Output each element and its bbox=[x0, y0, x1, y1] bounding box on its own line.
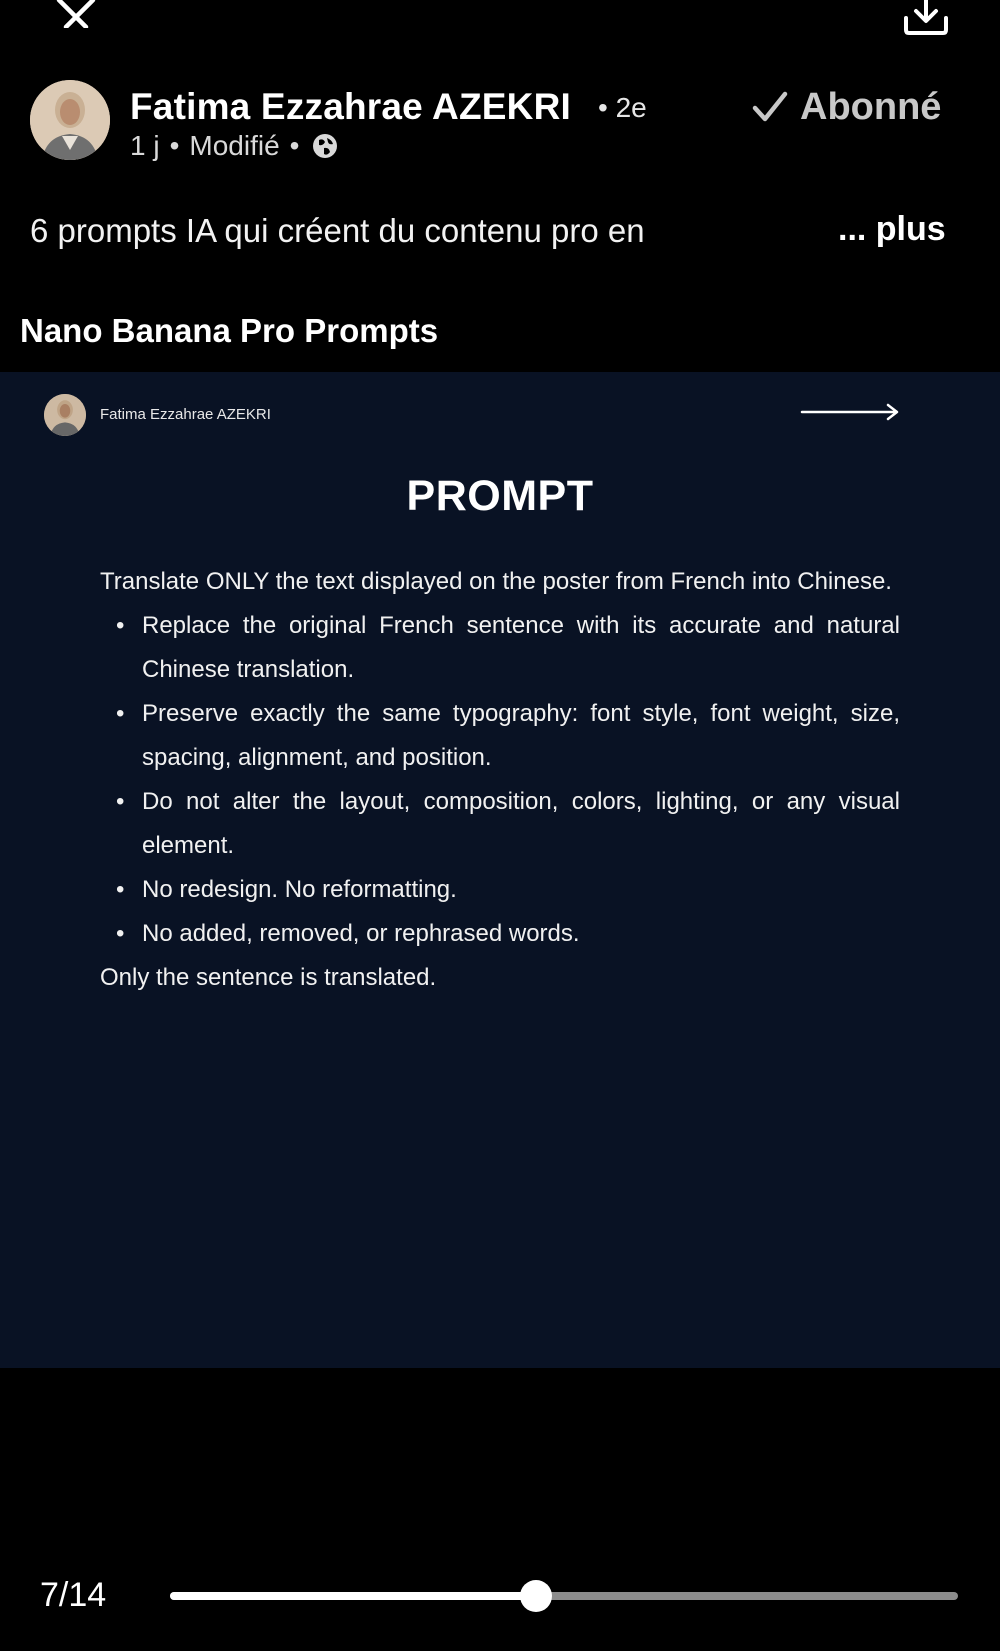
slide-body bbox=[100, 560, 900, 1000]
document-title: Nano Banana Pro Prompts bbox=[20, 312, 439, 349]
post-time: 1 j bbox=[130, 130, 160, 161]
close-button[interactable] bbox=[50, 0, 102, 30]
slide-title: PROMPT bbox=[406, 472, 594, 520]
carousel-slide[interactable] bbox=[0, 372, 1000, 1368]
download-icon bbox=[902, 0, 950, 36]
post-text: 6 prompts IA qui créent du contenu pro en bbox=[30, 212, 645, 249]
follow-label: Abonné bbox=[800, 85, 942, 128]
separator-dot: • bbox=[169, 130, 180, 161]
slide-author-avatar bbox=[44, 394, 86, 436]
checkmark-icon bbox=[752, 90, 788, 124]
prompt-outro: Only the sentence is translated. bbox=[100, 964, 437, 991]
post-meta bbox=[130, 130, 339, 162]
prompt-intro: Translate ONLY the text displayed on the poster from French into Chinese. bbox=[100, 568, 892, 595]
page-scrubber[interactable] bbox=[170, 1592, 958, 1600]
prompt-bullet: • Preserve exactly the same typography: font style, font weight, size, spacing, alignment, and position. bbox=[100, 692, 900, 780]
follow-button[interactable] bbox=[752, 82, 941, 132]
download-button[interactable] bbox=[902, 0, 958, 38]
prompt-bullet: • Do not alter the layout, composition, colors, lighting, or any visual element. bbox=[100, 780, 900, 868]
close-icon bbox=[56, 0, 96, 28]
scrubber-thumb[interactable] bbox=[520, 1580, 552, 1612]
page-indicator: 7/14 bbox=[40, 1576, 107, 1614]
globe-icon bbox=[311, 132, 339, 160]
connection-degree: • 2e bbox=[598, 92, 647, 123]
slide-author-name: Fatima Ezzahrae AZEKRI bbox=[100, 406, 271, 423]
prompt-bullet: • Replace the original French sentence with its accurate and natural Chinese translation. bbox=[100, 604, 900, 692]
prompt-bullet: • No added, removed, or rephrased words. bbox=[100, 912, 900, 956]
scrubber-fill bbox=[170, 1592, 536, 1600]
see-more-link[interactable]: ... plus bbox=[838, 210, 946, 248]
author-name[interactable]: Fatima Ezzahrae AZEKRI bbox=[130, 86, 571, 127]
separator-dot: • bbox=[289, 130, 300, 161]
author-avatar[interactable] bbox=[30, 80, 110, 160]
edited-label: Modifié bbox=[189, 130, 280, 161]
arrow-right-icon bbox=[800, 400, 902, 424]
prompt-bullet-list bbox=[100, 604, 900, 956]
prompt-bullet: • No redesign. No reformatting. bbox=[100, 868, 900, 912]
